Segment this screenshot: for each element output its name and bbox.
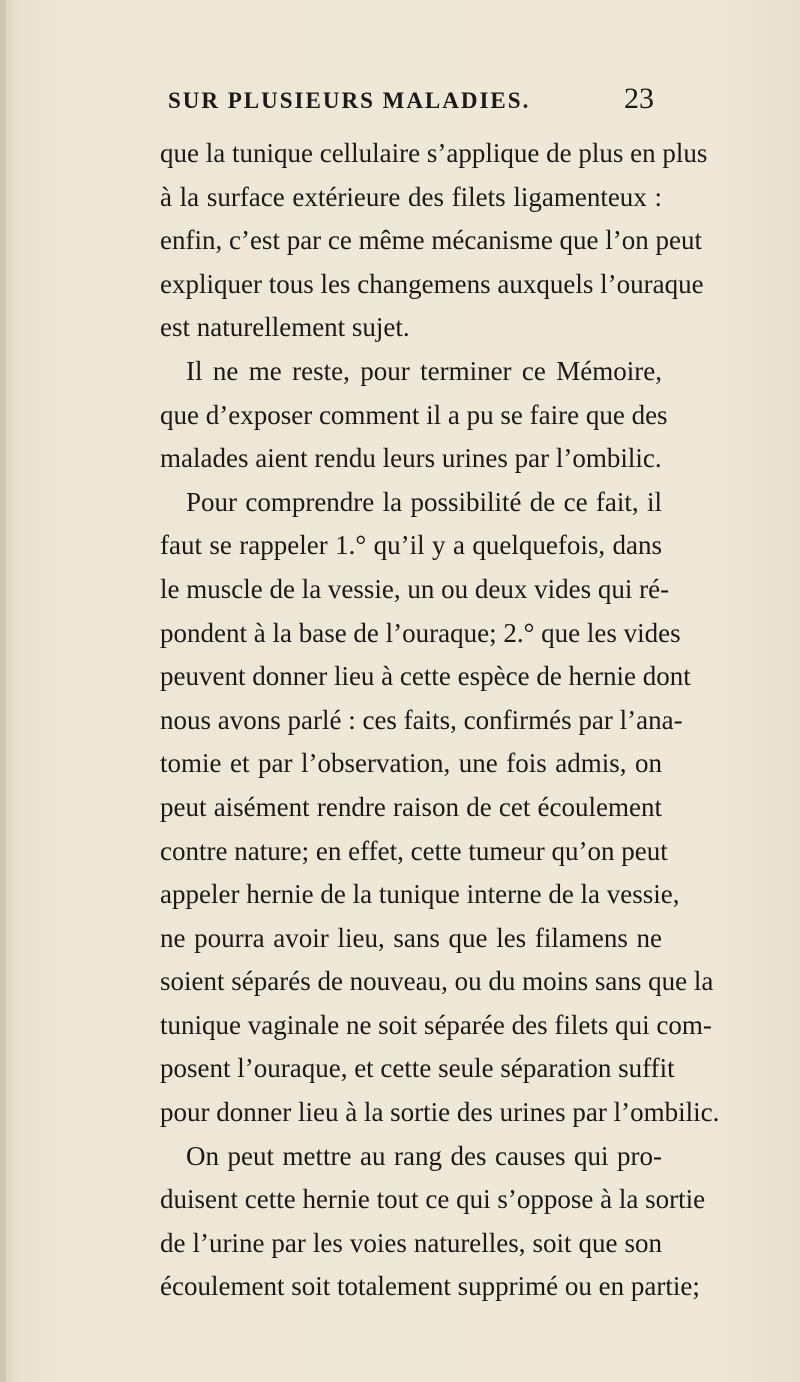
text-line: tomie et par l’observation, une fois admis, on: [160, 748, 662, 779]
text-line: faut se rappeler 1.° qu’il y a quelquefois, dans: [160, 530, 662, 561]
text-line: à la surface extérieure des filets ligamenteux :: [160, 181, 662, 212]
text-line: peuvent donner lieu à cette espèce de hernie dont: [160, 661, 691, 692]
text-line: peut aisément rendre raison de cet écoulement: [160, 791, 662, 822]
text-line: Pour comprendre la possibilité de ce fait, il: [186, 486, 662, 517]
text-line: posent l’ouraque, et cette seule séparation suffit: [160, 1053, 675, 1084]
text-line: le muscle de la vessie, un ou deux vides qui ré-: [160, 573, 670, 604]
text-line: de l’urine par les voies naturelles, soit que son: [160, 1227, 662, 1258]
text-line: que d’exposer comment il a pu se faire que des: [160, 399, 668, 430]
text-line: malades aient rendu leurs urines par l’ombilic.: [160, 443, 662, 474]
text-line: est naturellement sujet.: [160, 312, 410, 343]
text-line: On peut mettre au rang des causes qui pro-: [186, 1140, 662, 1171]
text-line: duisent cette hernie tout ce qui s’oppose à la sortie: [160, 1184, 706, 1215]
text-line: nous avons parlé : ces faits, confirmés par l’ana-: [160, 704, 683, 735]
text-line: tunique vaginale ne soit séparée des filets qui com-: [160, 1009, 712, 1040]
running-head: SUR PLUSIEURS MALADIES.: [168, 88, 531, 113]
page-gutter: [0, 0, 6, 1382]
text-line: ne pourra avoir lieu, sans que les filamens ne: [160, 922, 662, 953]
text-line: pour donner lieu à la sortie des urines par l’ombilic.: [160, 1097, 720, 1128]
text-line: écoulement soit totalement supprimé ou en partie;: [160, 1271, 700, 1302]
text-line: expliquer tous les changemens auxquels l’ouraque: [160, 268, 704, 299]
text-line: pondent à la base de l’ouraque; 2.° que les vides: [160, 617, 681, 648]
text-line: contre nature; en effet, cette tumeur qu’on peut: [160, 835, 668, 866]
page-header: [168, 82, 668, 122]
body-text: [160, 132, 720, 1309]
text-line: enfin, c’est par ce même mécanisme que l’on peut: [160, 225, 703, 256]
text-line: que la tunique cellulaire s’applique de plus en plus: [160, 138, 708, 168]
text-line: soient séparés de nouveau, ou du moins sans que la: [160, 966, 714, 997]
page-number: 23: [624, 82, 654, 115]
text-line: Il ne me reste, pour terminer ce Mémoire,: [186, 355, 662, 386]
text-line: appeler hernie de la tunique interne de la vessie,: [160, 879, 680, 910]
